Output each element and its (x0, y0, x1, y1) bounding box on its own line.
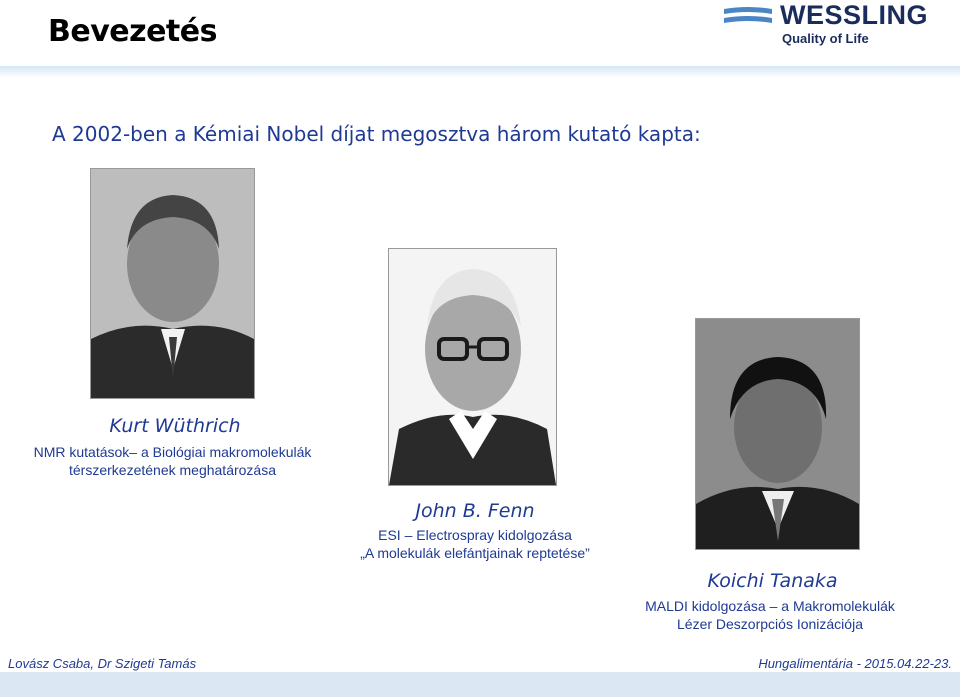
intro-text: A 2002-ben a Kémiai Nobel díjat megosztva három kutató kapta: (52, 122, 701, 146)
laureate-name-1: Kurt Wüthrich (109, 415, 241, 437)
laureate-name-2: John B. Fenn (415, 500, 535, 522)
wessling-logo (722, 2, 952, 48)
laureate-desc-1-line2: térszerkezetének meghatározása (69, 462, 276, 478)
logo-tagline: Quality of Life (782, 31, 869, 46)
laureate-desc-3-line2: Lézer Deszorpciós Ionizációja (677, 616, 863, 632)
laureate-desc-1-line1: NMR kutatások– a Biológiai makromolekulák (33, 444, 312, 460)
footer-authors: Lovász Csaba, Dr Szigeti Tamás (8, 656, 197, 671)
wessling-stripes-logo (722, 5, 774, 31)
portrait-tanaka (695, 318, 860, 550)
header-band (0, 66, 960, 78)
laureate-desc-3 (610, 597, 930, 633)
laureate-desc-3-line1: MALDI kidolgozása – a Makromolekulák (645, 598, 895, 614)
laureate-desc-1 (0, 443, 345, 479)
portrait-fenn (388, 248, 557, 486)
laureate-desc-2-line1: ESI – Electrospray kidolgozása (378, 527, 572, 543)
laureate-desc-2 (330, 526, 620, 562)
footer-event-date: Hungalimentária - 2015.04.22-23. (758, 656, 952, 671)
slide-title: Bevezetés (48, 14, 217, 49)
laureate-desc-2-line2: „A molekulák elefántjainak reptetése” (360, 545, 590, 561)
logo-wordmark: WESSLING (780, 0, 929, 30)
footer-band (0, 672, 960, 697)
laureate-name-3: Koichi Tanaka (707, 570, 838, 592)
portrait-wuthrich (90, 168, 255, 399)
